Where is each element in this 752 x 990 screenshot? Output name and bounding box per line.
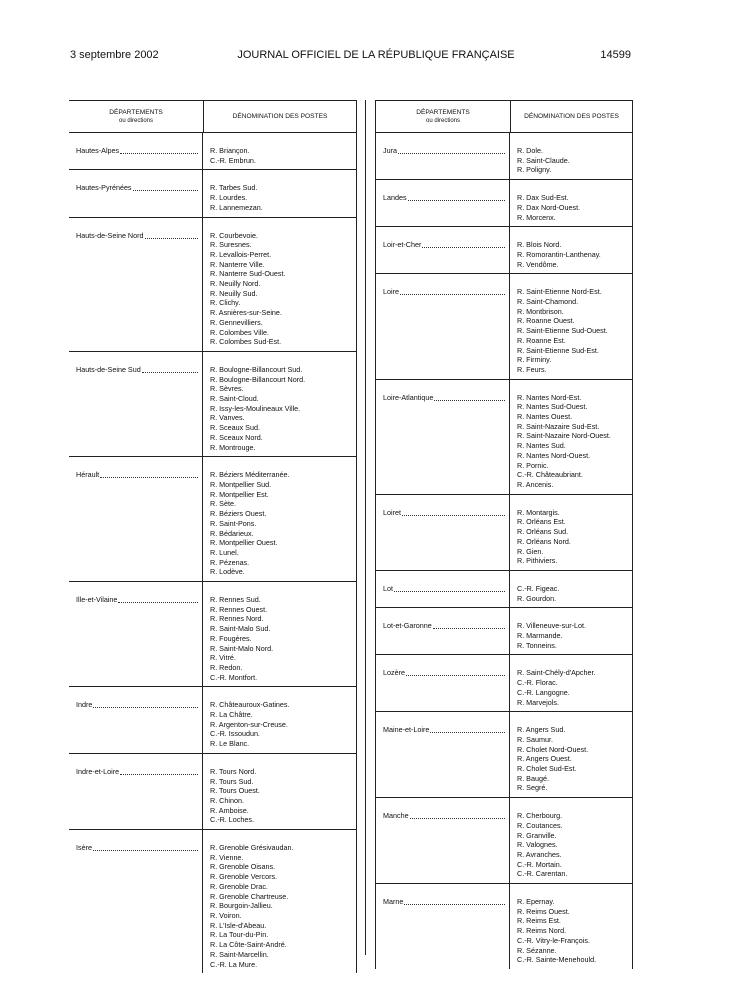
- poste-item: R. Béziers Ouest.: [210, 509, 267, 519]
- postes-cell: [510, 655, 632, 711]
- table-row: [69, 687, 356, 754]
- postes-header: DÉNOMINATION DES POSTES: [232, 113, 328, 120]
- poste-item: R. Cholet Nord-Ouest.: [517, 744, 589, 754]
- poste-item: R. Béziers Méditerranée.: [210, 470, 290, 480]
- poste-item: R. Angers Ouest.: [517, 754, 572, 764]
- left-rows: [69, 133, 356, 973]
- poste-item: R. Saint-Malo Nord.: [210, 643, 274, 653]
- departement-cell: [376, 608, 510, 654]
- departement-cell: [376, 380, 510, 494]
- postes-cell: [510, 571, 632, 607]
- poste-item: C.-R. Florac.: [517, 678, 558, 688]
- poste-item: R. Neuilly Sud.: [210, 288, 258, 298]
- column-separator: [365, 100, 366, 955]
- dot-leader: [400, 287, 505, 295]
- dot-leader: [118, 595, 198, 603]
- poste-item: R. Nantes Nord-Ouest.: [517, 450, 591, 460]
- dot-leader: [433, 621, 505, 629]
- departement-name: Lot: [383, 583, 393, 593]
- poste-item: R. Levallois-Perret.: [210, 249, 272, 259]
- postes-cell: [203, 582, 356, 686]
- poste-item: R. Reims Est.: [517, 916, 561, 926]
- poste-item: R. Saint-Etienne Nord-Est.: [517, 287, 602, 297]
- postes-cell: [510, 712, 632, 797]
- postes-cell: [510, 495, 632, 570]
- poste-item: R. Avranches.: [517, 849, 562, 859]
- poste-item: R. Nantes Sud-Ouest.: [517, 402, 588, 412]
- poste-item: R. Grenoble Grésivaudan.: [210, 843, 294, 853]
- poste-item: R. Argenton-sur-Creuse.: [210, 719, 288, 729]
- poste-item: R. Montbrison.: [517, 306, 564, 316]
- postes-cell: [203, 170, 356, 216]
- poste-item: R. Lourdes.: [210, 193, 248, 203]
- poste-item: R. Saint-Cloud.: [210, 394, 259, 404]
- departement-name: Lozère: [383, 668, 405, 678]
- dot-leader: [145, 231, 198, 239]
- departement-cell: [69, 218, 203, 351]
- departement-cell: [376, 495, 510, 570]
- right-rows: [376, 133, 632, 969]
- poste-item: C.-R. Carentan.: [517, 869, 568, 879]
- poste-item: R. Châteauroux-Gatines.: [210, 700, 290, 710]
- table-row: [69, 133, 356, 170]
- postes-cell: [203, 830, 356, 973]
- departement-cell: [376, 798, 510, 883]
- postes-cell: [510, 608, 632, 654]
- poste-item: R. Saint-Etienne Sud-Est.: [517, 345, 599, 355]
- left-table: [69, 100, 357, 973]
- poste-item: R. Asnières-sur-Seine.: [210, 308, 282, 318]
- postes-cell: [510, 380, 632, 494]
- departement-name: Loire: [383, 287, 399, 297]
- table-header: [376, 101, 632, 133]
- poste-item: R. Gourdon.: [517, 593, 557, 603]
- poste-item: R. Marvejols.: [517, 697, 559, 707]
- poste-item: R. Bourgoin-Jallieu.: [210, 901, 273, 911]
- departement-name: Landes: [383, 193, 407, 203]
- poste-item: R. Morcenx.: [517, 212, 556, 222]
- departement-name: Indre: [76, 700, 93, 710]
- departements-header-subtitle: ou directions: [425, 117, 461, 124]
- dot-leader: [93, 700, 198, 708]
- poste-item: R. Tonneins.: [517, 640, 557, 650]
- dot-leader: [142, 365, 198, 373]
- poste-item: R. Nanterre Ville.: [210, 259, 265, 269]
- poste-item: R. Angers Sud.: [517, 725, 566, 735]
- poste-item: R. Orléans Nord.: [517, 536, 571, 546]
- poste-item: R. Saint-Malo Sud.: [210, 624, 271, 634]
- departement-name: Marne: [383, 897, 404, 907]
- departement-name: Loire-Atlantique: [383, 392, 434, 402]
- table-row: [376, 608, 632, 655]
- table-row: [376, 571, 632, 608]
- poste-item: R. Roanne Ouest.: [517, 316, 575, 326]
- dot-leader: [93, 843, 198, 851]
- poste-item: R. L'Isle-d'Abeau.: [210, 920, 267, 930]
- departement-name: Loir-et-Cher: [383, 240, 422, 250]
- poste-item: R. Vendôme.: [517, 259, 559, 269]
- departement-cell: [376, 655, 510, 711]
- poste-item: R. Saint-Pons.: [210, 518, 257, 528]
- poste-item: R. Colombes Ville.: [210, 327, 269, 337]
- poste-item: C.-R. Vitry-le-François.: [517, 935, 590, 945]
- poste-item: R. Montargis.: [517, 507, 560, 517]
- poste-item: C.-R. Loches.: [210, 815, 254, 825]
- postes-cell: [203, 352, 356, 456]
- departement-name: Indre-et-Loire: [76, 766, 120, 776]
- poste-item: R. Le Blanc.: [210, 739, 250, 749]
- departement-name: Ille-et-Vilaine: [76, 595, 118, 605]
- poste-item: R. Boulogne-Billancourt Sud.: [210, 364, 303, 374]
- departement-cell: [376, 712, 510, 797]
- dot-leader: [402, 508, 505, 516]
- poste-item: R. Boulogne-Billancourt Nord.: [210, 374, 306, 384]
- dot-leader: [100, 470, 198, 478]
- poste-item: C.-R. Montfort.: [210, 672, 258, 682]
- dot-leader: [430, 725, 505, 733]
- postes-cell: [203, 754, 356, 829]
- poste-item: R. Colombes Sud-Est.: [210, 337, 282, 347]
- poste-item: R. Vanves.: [210, 413, 245, 423]
- departement-cell: [69, 687, 203, 753]
- departement-cell: [376, 274, 510, 378]
- poste-item: R. Orléans Sud.: [517, 527, 569, 537]
- poste-item: C.-R. Langogne.: [517, 687, 570, 697]
- poste-item: R. Voiron.: [210, 911, 242, 920]
- poste-item: C.-R. Embrun.: [210, 155, 256, 165]
- poste-item: R. Lannemezan.: [210, 202, 263, 212]
- poste-item: R. Saint-Claude.: [517, 155, 570, 165]
- poste-item: R. Tarbes Sud.: [210, 183, 258, 193]
- poste-item: R. Reims Nord.: [517, 926, 567, 936]
- poste-item: C.-R. Issoudun.: [210, 729, 260, 739]
- table-row: [69, 754, 356, 830]
- departement-cell: [376, 571, 510, 607]
- departements-header: [69, 101, 204, 132]
- poste-item: R. Sézanne.: [517, 945, 557, 955]
- postes-cell: [510, 133, 632, 179]
- postes-cell: [510, 884, 632, 969]
- departement-name: Hauts-de-Seine Sud: [76, 364, 141, 374]
- poste-item: R. Amboise.: [210, 805, 249, 815]
- poste-item: R. Saumur.: [517, 734, 553, 744]
- table-row: [376, 133, 632, 180]
- poste-item: R. Rennes Sud.: [210, 595, 261, 605]
- dot-leader: [406, 668, 505, 676]
- poste-item: R. Gien.: [517, 546, 544, 556]
- departement-cell: [376, 180, 510, 226]
- poste-item: R. Sète.: [210, 499, 236, 509]
- poste-item: R. Cherbourg.: [517, 811, 563, 821]
- departement-name: Jura: [383, 146, 397, 155]
- poste-item: R. Saint-Etienne Sud-Ouest.: [517, 326, 608, 336]
- departement-name: Loiret: [383, 507, 401, 517]
- poste-item: R. La Côte-Saint-André.: [210, 940, 287, 950]
- departement-name: Isère: [76, 843, 92, 853]
- poste-item: R. Baugé.: [517, 773, 549, 783]
- departement-cell: [69, 754, 203, 829]
- departement-cell: [69, 582, 203, 686]
- table-row: [376, 884, 632, 969]
- poste-item: R. Grenoble Drac.: [210, 881, 268, 891]
- poste-item: R. Rennes Nord.: [210, 614, 264, 624]
- poste-item: R. Courbevoie.: [210, 230, 258, 240]
- departement-name: Maine-et-Loire: [383, 725, 430, 735]
- poste-item: R. La Châtre.: [210, 710, 253, 720]
- poste-item: R. Lunel.: [210, 547, 239, 557]
- poste-item: R. Montpellier Sud.: [210, 479, 272, 489]
- table-row: [69, 830, 356, 973]
- table-row: [69, 352, 356, 457]
- poste-item: R. Granville.: [517, 830, 557, 840]
- departement-name: Hautes-Alpes: [76, 146, 120, 155]
- poste-item: R. Gennevilliers.: [210, 317, 263, 327]
- postes-cell: [203, 457, 356, 581]
- poste-item: R. Pithiviers.: [517, 556, 558, 566]
- poste-item: C.-R. Figeac.: [517, 583, 560, 593]
- right-table: [375, 100, 633, 969]
- poste-item: R. Issy-les-Moulineaux Ville.: [210, 403, 301, 413]
- postes-cell: [203, 133, 356, 169]
- table-row: [376, 274, 632, 379]
- poste-item: R. Villeneuve-sur-Lot.: [517, 621, 586, 631]
- departement-name: Lot-et-Garonne: [383, 621, 432, 631]
- dot-leader: [398, 146, 505, 154]
- departement-name: Hérault: [76, 470, 100, 480]
- poste-item: R. Briançon.: [210, 146, 250, 155]
- poste-item: R. Cholet Sud-Est.: [517, 764, 577, 774]
- poste-item: R. Sèvres.: [210, 384, 244, 394]
- dot-leader: [408, 193, 505, 201]
- departement-name: Manche: [383, 811, 409, 821]
- poste-item: R. Pornic.: [517, 460, 549, 470]
- poste-item: R. Ancenis.: [517, 479, 554, 489]
- poste-item: R. Grenoble Chartreuse.: [210, 891, 289, 901]
- postes-cell: [510, 274, 632, 378]
- departement-name: Hautes-Pyrénées: [76, 183, 132, 193]
- table-row: [376, 180, 632, 227]
- poste-item: R. Romorantin-Lanthenay.: [517, 249, 601, 259]
- departement-cell: [69, 457, 203, 581]
- postes-cell: [510, 180, 632, 226]
- poste-item: R. Dole.: [517, 146, 543, 155]
- poste-item: R. Valognes.: [517, 840, 558, 850]
- departements-header: [376, 101, 511, 132]
- postes-cell: [510, 227, 632, 273]
- poste-item: R. Marmande.: [517, 631, 563, 641]
- poste-item: R. Grenoble Vercors.: [210, 872, 278, 882]
- dot-leader: [410, 811, 505, 819]
- poste-item: R. Bédarieux.: [210, 528, 254, 538]
- table-row: [376, 712, 632, 798]
- poste-item: R. Montpellier Ouest.: [210, 538, 278, 548]
- departement-cell: [376, 133, 510, 179]
- postes-header: DÉNOMINATION DES POSTES: [524, 113, 619, 120]
- table-row: [376, 495, 632, 571]
- poste-item: R. Tours Sud.: [210, 776, 254, 786]
- poste-item: R. Tours Ouest.: [210, 786, 260, 796]
- dot-leader: [120, 767, 198, 775]
- departement-cell: [69, 133, 203, 169]
- poste-item: C.-R. Mortain.: [517, 859, 562, 869]
- poste-item: R. Nantes Nord-Est.: [517, 392, 582, 402]
- poste-item: R. Feurs.: [517, 364, 547, 374]
- poste-item: R. Segré.: [517, 783, 548, 793]
- poste-item: R. Orléans Est.: [517, 517, 566, 527]
- poste-item: R. Poligny.: [517, 165, 552, 175]
- poste-item: R. Saint-Chamond.: [517, 297, 579, 307]
- poste-item: R. Dax Nord-Ouest.: [517, 202, 581, 212]
- poste-item: R. Sceaux Nord.: [210, 432, 263, 442]
- poste-item: R. Neuilly Nord.: [210, 279, 261, 289]
- poste-item: R. La Tour-du-Pin.: [210, 930, 269, 940]
- poste-item: C.-R. Sainte-Menehould.: [517, 955, 597, 965]
- poste-item: R. Nantes Ouest.: [517, 412, 573, 422]
- table-row: [69, 457, 356, 582]
- poste-item: R. Reims Ouest.: [517, 906, 570, 916]
- dot-leader: [404, 897, 505, 905]
- departements-header-title: DÉPARTEMENTS: [109, 108, 163, 116]
- journal-title: JOURNAL OFFICIEL DE LA RÉPUBLIQUE FRANÇAISE: [237, 49, 515, 61]
- poste-item: R. Blois Nord.: [517, 240, 562, 250]
- table-row: [376, 380, 632, 495]
- poste-item: R. Fougères.: [210, 633, 252, 643]
- poste-item: R. Tours Nord.: [210, 766, 257, 776]
- poste-item: R. Redon.: [210, 662, 243, 672]
- poste-item: R. Montpellier Est.: [210, 489, 269, 499]
- departement-cell: [69, 352, 203, 456]
- dot-leader: [434, 393, 505, 401]
- poste-item: R. Roanne Est.: [517, 335, 566, 345]
- poste-item: R. Clichy.: [210, 298, 241, 308]
- dot-leader: [394, 584, 505, 592]
- poste-item: C.-R. La Mure.: [210, 959, 258, 969]
- postes-cell: [203, 218, 356, 351]
- poste-item: R. Sceaux Sud.: [210, 423, 260, 433]
- poste-item: R. Montrouge.: [210, 442, 256, 452]
- poste-item: R. Coutances.: [517, 820, 563, 830]
- departements-header-title: DÉPARTEMENTS: [416, 108, 470, 116]
- poste-item: R. Nantes Sud.: [517, 441, 566, 451]
- poste-item: R. Epernay.: [517, 897, 555, 907]
- poste-item: R. Vienne.: [210, 852, 244, 862]
- table-row: [69, 218, 356, 352]
- poste-item: R. Grenoble Oisans.: [210, 862, 276, 872]
- poste-item: R. Saint-Marcellin.: [210, 949, 269, 959]
- dot-leader: [120, 146, 198, 154]
- poste-item: R. Suresnes.: [210, 240, 252, 250]
- dot-leader: [133, 183, 198, 191]
- page-number: 14599: [600, 49, 631, 61]
- header-date: 3 septembre 2002: [70, 49, 159, 61]
- postes-cell: [510, 798, 632, 883]
- departement-cell: [376, 227, 510, 273]
- poste-item: R. Firminy.: [517, 355, 552, 365]
- dot-leader: [422, 240, 505, 248]
- poste-item: R. Vitré.: [210, 653, 236, 663]
- table-row: [376, 227, 632, 274]
- poste-item: C.-R. Châteaubriant.: [517, 470, 583, 480]
- table-header: [69, 101, 356, 133]
- table-row: [376, 798, 632, 884]
- postes-cell: [203, 687, 356, 753]
- poste-item: R. Pézenas.: [210, 557, 250, 567]
- departements-header-subtitle: ou directions: [118, 117, 154, 124]
- poste-item: R. Dax Sud-Est.: [517, 193, 569, 203]
- table-row: [376, 655, 632, 712]
- departement-cell: [376, 884, 510, 969]
- departement-cell: [69, 170, 203, 216]
- poste-item: R. Rennes Ouest.: [210, 604, 268, 614]
- poste-item: R. Lodève.: [210, 567, 245, 577]
- table-row: [69, 170, 356, 217]
- poste-item: R. Saint-Chély-d'Apcher.: [517, 668, 596, 678]
- poste-item: R. Nanterre Sud-Ouest.: [210, 269, 286, 279]
- poste-item: R. Saint-Nazaire Nord-Ouest.: [517, 431, 611, 441]
- table-row: [69, 582, 356, 687]
- poste-item: R. Saint-Nazaire Sud-Est.: [517, 421, 600, 431]
- departement-name: Hauts-de-Seine Nord: [76, 230, 144, 240]
- departement-cell: [69, 830, 203, 973]
- poste-item: R. Chinon.: [210, 795, 244, 805]
